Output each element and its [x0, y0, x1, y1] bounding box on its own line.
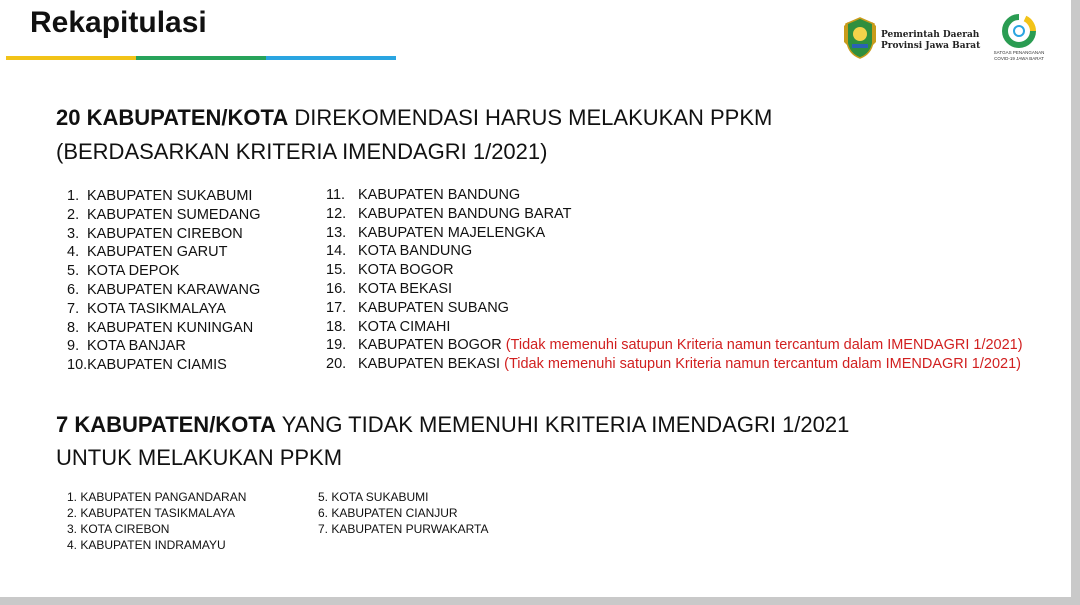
- item-number: 16.: [326, 280, 347, 297]
- list-item: [326, 336, 1023, 355]
- list-item: 5. KOTA SUKABUMI: [318, 490, 429, 504]
- underline-blue: [266, 56, 396, 60]
- item-name: KABUPATEN MAJELENGKA: [358, 224, 546, 241]
- list-item: [326, 299, 1023, 318]
- item-number: 4.: [67, 244, 80, 261]
- item-number: 8.: [67, 319, 80, 336]
- item-number: 6.: [67, 281, 80, 298]
- underline-green: [136, 56, 266, 60]
- list-item: [67, 281, 261, 300]
- list-item: 4. KABUPATEN INDRAMAYU: [67, 538, 226, 552]
- item-name: KABUPATEN SUBANG: [358, 299, 509, 316]
- list-item: 6. KABUPATEN CIANJUR: [318, 506, 458, 520]
- section2-heading-line2: UNTUK MELAKUKAN PPKM: [56, 445, 343, 470]
- item-number: 14.: [326, 243, 347, 260]
- jabar-logo-line2: Provinsi Jawa Barat: [881, 41, 981, 51]
- item-number: 3.: [67, 225, 80, 242]
- list-item: [67, 206, 261, 225]
- list-item: [326, 224, 1023, 243]
- list-item: [67, 300, 261, 319]
- item-name: KABUPATEN BANDUNG BARAT: [358, 205, 572, 222]
- list-item: 2. KABUPATEN TASIKMALAYA: [67, 506, 236, 520]
- section2-list-left: [67, 489, 246, 553]
- item-number: 15.: [326, 262, 347, 279]
- item-number: 11.: [326, 187, 346, 203]
- satgas-covid-logo-icon: [1000, 14, 1038, 48]
- item-name: KOTA BANJAR: [87, 338, 186, 355]
- item-name: KOTA DEPOK: [87, 263, 180, 280]
- list-item: [67, 319, 261, 338]
- section1-list-right: [326, 186, 1023, 374]
- item-name: KOTA BEKASI: [358, 280, 453, 297]
- item-number: 1.: [67, 188, 80, 204]
- item-number: 9.: [67, 338, 80, 355]
- list-item: [67, 243, 261, 262]
- title-underline: [6, 56, 396, 60]
- section2-list-right: [318, 489, 488, 537]
- item-number: 17.: [326, 299, 347, 316]
- list-item: 1. KABUPATEN PANGANDARAN: [67, 490, 247, 504]
- list-item: [67, 337, 261, 356]
- item-number: 10.: [67, 357, 88, 374]
- list-item: [67, 356, 261, 375]
- item-name: KABUPATEN SUKABUMI: [87, 188, 253, 204]
- section1-heading: [56, 102, 772, 134]
- list-item: [67, 187, 261, 206]
- item-name: KABUPATEN BEKASI: [358, 356, 501, 373]
- item-name: KABUPATEN CIAMIS: [87, 357, 227, 374]
- item-name: KOTA BANDUNG: [358, 243, 473, 260]
- jabar-logo: [843, 16, 983, 62]
- item-number: 12.: [326, 205, 347, 222]
- item-name: KABUPATEN BANDUNG: [358, 187, 521, 203]
- west-java-emblem-icon: [843, 16, 877, 60]
- section2-heading: [56, 409, 849, 441]
- item-note: (Tidak memenuhi satupun Kriteria namun tercantum dalam IMENDAGRI 1/2021): [504, 356, 1021, 373]
- item-name: KOTA TASIKMALAYA: [87, 300, 226, 317]
- jabar-logo-line1: Pemerintah Daerah: [881, 30, 980, 40]
- list-item: [326, 186, 1023, 205]
- item-name: KABUPATEN GARUT: [87, 244, 228, 261]
- list-item: [326, 205, 1023, 224]
- list-item: [326, 318, 1023, 337]
- page-title: Rekapitulasi: [30, 6, 207, 39]
- item-number: 13.: [326, 224, 347, 241]
- item-number: 5.: [67, 263, 80, 280]
- satgas-logo-line2: COVID-19 JAWA BARAT: [994, 56, 1044, 61]
- section1-list-left: [67, 187, 261, 375]
- item-number: 2.: [67, 206, 80, 223]
- item-number: 7.: [67, 300, 80, 317]
- satgas-logo: [986, 14, 1056, 66]
- list-item: [326, 242, 1023, 261]
- item-number: 20.: [326, 356, 347, 373]
- list-item: [326, 261, 1023, 280]
- item-name: KABUPATEN KUNINGAN: [87, 319, 254, 336]
- underline-yellow: [6, 56, 136, 60]
- section2-heading-rest: YANG TIDAK MEMENUHI KRITERIA IMENDAGRI 1/2021: [276, 412, 850, 437]
- item-name: KABUPATEN CIREBON: [87, 225, 243, 242]
- item-name: KOTA CIMAHI: [358, 318, 451, 335]
- item-name: KOTA BOGOR: [358, 262, 454, 279]
- satgas-logo-line1: SATGAS PENANGANAN: [993, 50, 1045, 55]
- item-name: KABUPATEN KARAWANG: [87, 281, 261, 298]
- section1-heading-rest: DIREKOMENDASI HARUS MELAKUKAN PPKM: [288, 105, 773, 130]
- list-item: [326, 355, 1023, 374]
- list-item: [326, 280, 1023, 299]
- item-number: 19.: [326, 337, 347, 354]
- item-note: (Tidak memenuhi satupun Kriteria namun tercantum dalam IMENDAGRI 1/2021): [505, 337, 1023, 354]
- list-item: 7. KABUPATEN PURWAKARTA: [318, 522, 489, 536]
- list-item: [67, 225, 261, 244]
- section1-heading-line2: (BERDASARKAN KRITERIA IMENDAGRI 1/2021): [56, 139, 548, 164]
- item-name: KABUPATEN SUMEDANG: [87, 206, 261, 223]
- list-item: 3. KOTA CIREBON: [67, 522, 170, 536]
- item-number: 18.: [326, 318, 347, 335]
- item-name: KABUPATEN BOGOR: [358, 337, 502, 354]
- section1-heading-bold: 20 KABUPATEN/KOTA: [56, 105, 289, 130]
- section2-heading-bold: 7 KABUPATEN/KOTA: [56, 412, 276, 437]
- list-item: [67, 262, 261, 281]
